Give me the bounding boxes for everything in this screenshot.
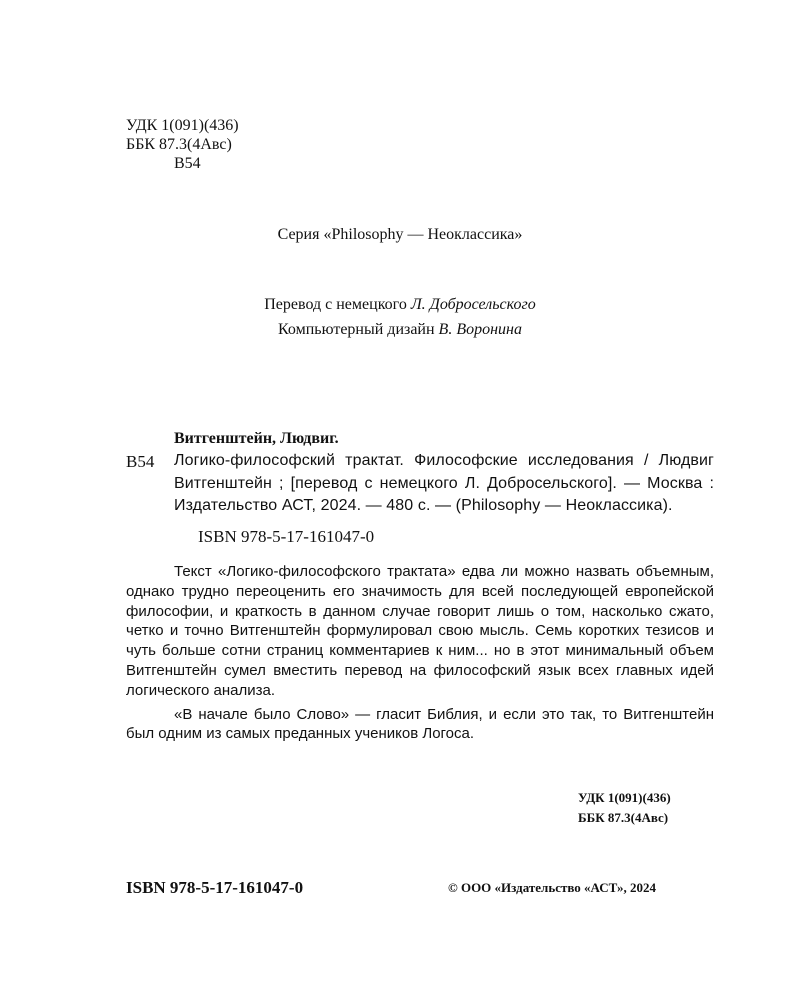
record-entry (126, 450, 714, 518)
classification-codes (126, 116, 239, 173)
record-description: Логико-философский трактат. Философские исследования / Людвиг Витгенштейн ; [перевод с немецкого Л. Добросельского]. — Москва : Издательство АСТ, 2024. — 480 с. — (Philosophy — Неоклассика). (174, 452, 714, 514)
footer-isbn: ISBN 978-5-17-161047-0 (126, 878, 304, 897)
bbk-code: ББК 87.3(4Авс) (126, 136, 232, 153)
design-prefix: Компьютерный дизайн (278, 321, 439, 338)
author-mark: В54 (174, 155, 201, 172)
translator-name: Л. Добросельского (410, 296, 536, 313)
credits (0, 292, 800, 342)
udk-code-bottom: УДК 1(091)(436) (578, 790, 671, 805)
classification-codes-bottom (578, 788, 671, 828)
bbk-code-bottom: ББК 87.3(4Авс) (578, 810, 669, 825)
record-code: В54 (126, 452, 155, 471)
translation-credit (0, 292, 800, 317)
designer-name: В. Воронина (438, 321, 522, 338)
record-isbn: ISBN 978-5-17-161047-0 (198, 526, 375, 546)
udk-code: УДК 1(091)(436) (126, 117, 239, 134)
bibliographic-record (126, 428, 714, 548)
annotation-paragraph: Текст «Логико-философского трактата» едва ли можно назвать объемным, однако трудно переоценить его значимость для всей последующей европейской философии, и краткость в данном случае говорит лишь о том, насколько сжато, четко и точно Витгенштейн формулировал свою мысль. Семь коротких тезисов и чуть больше сотни страниц комментариев к ним... но в этот минимальный объем Витгенштейн сумел вместить перевод на философский язык всех главных идей логического анализа. (126, 563, 714, 699)
translation-prefix: Перевод с немецкого (264, 296, 411, 313)
series-title: Серия «Philosophy — Неоклассика» (277, 226, 523, 243)
annotation-paragraph: «В начале было Слово» — гласит Библия, и если это так, то Витгенштейн был одним из самых преданных учеников Логоса. (126, 705, 714, 743)
record-author: Витгенштейн, Людвиг. (174, 430, 339, 447)
footer-copyright: © ООО «Издательство «АСТ», 2024 (448, 880, 657, 895)
annotation (126, 562, 714, 744)
design-credit (0, 317, 800, 342)
